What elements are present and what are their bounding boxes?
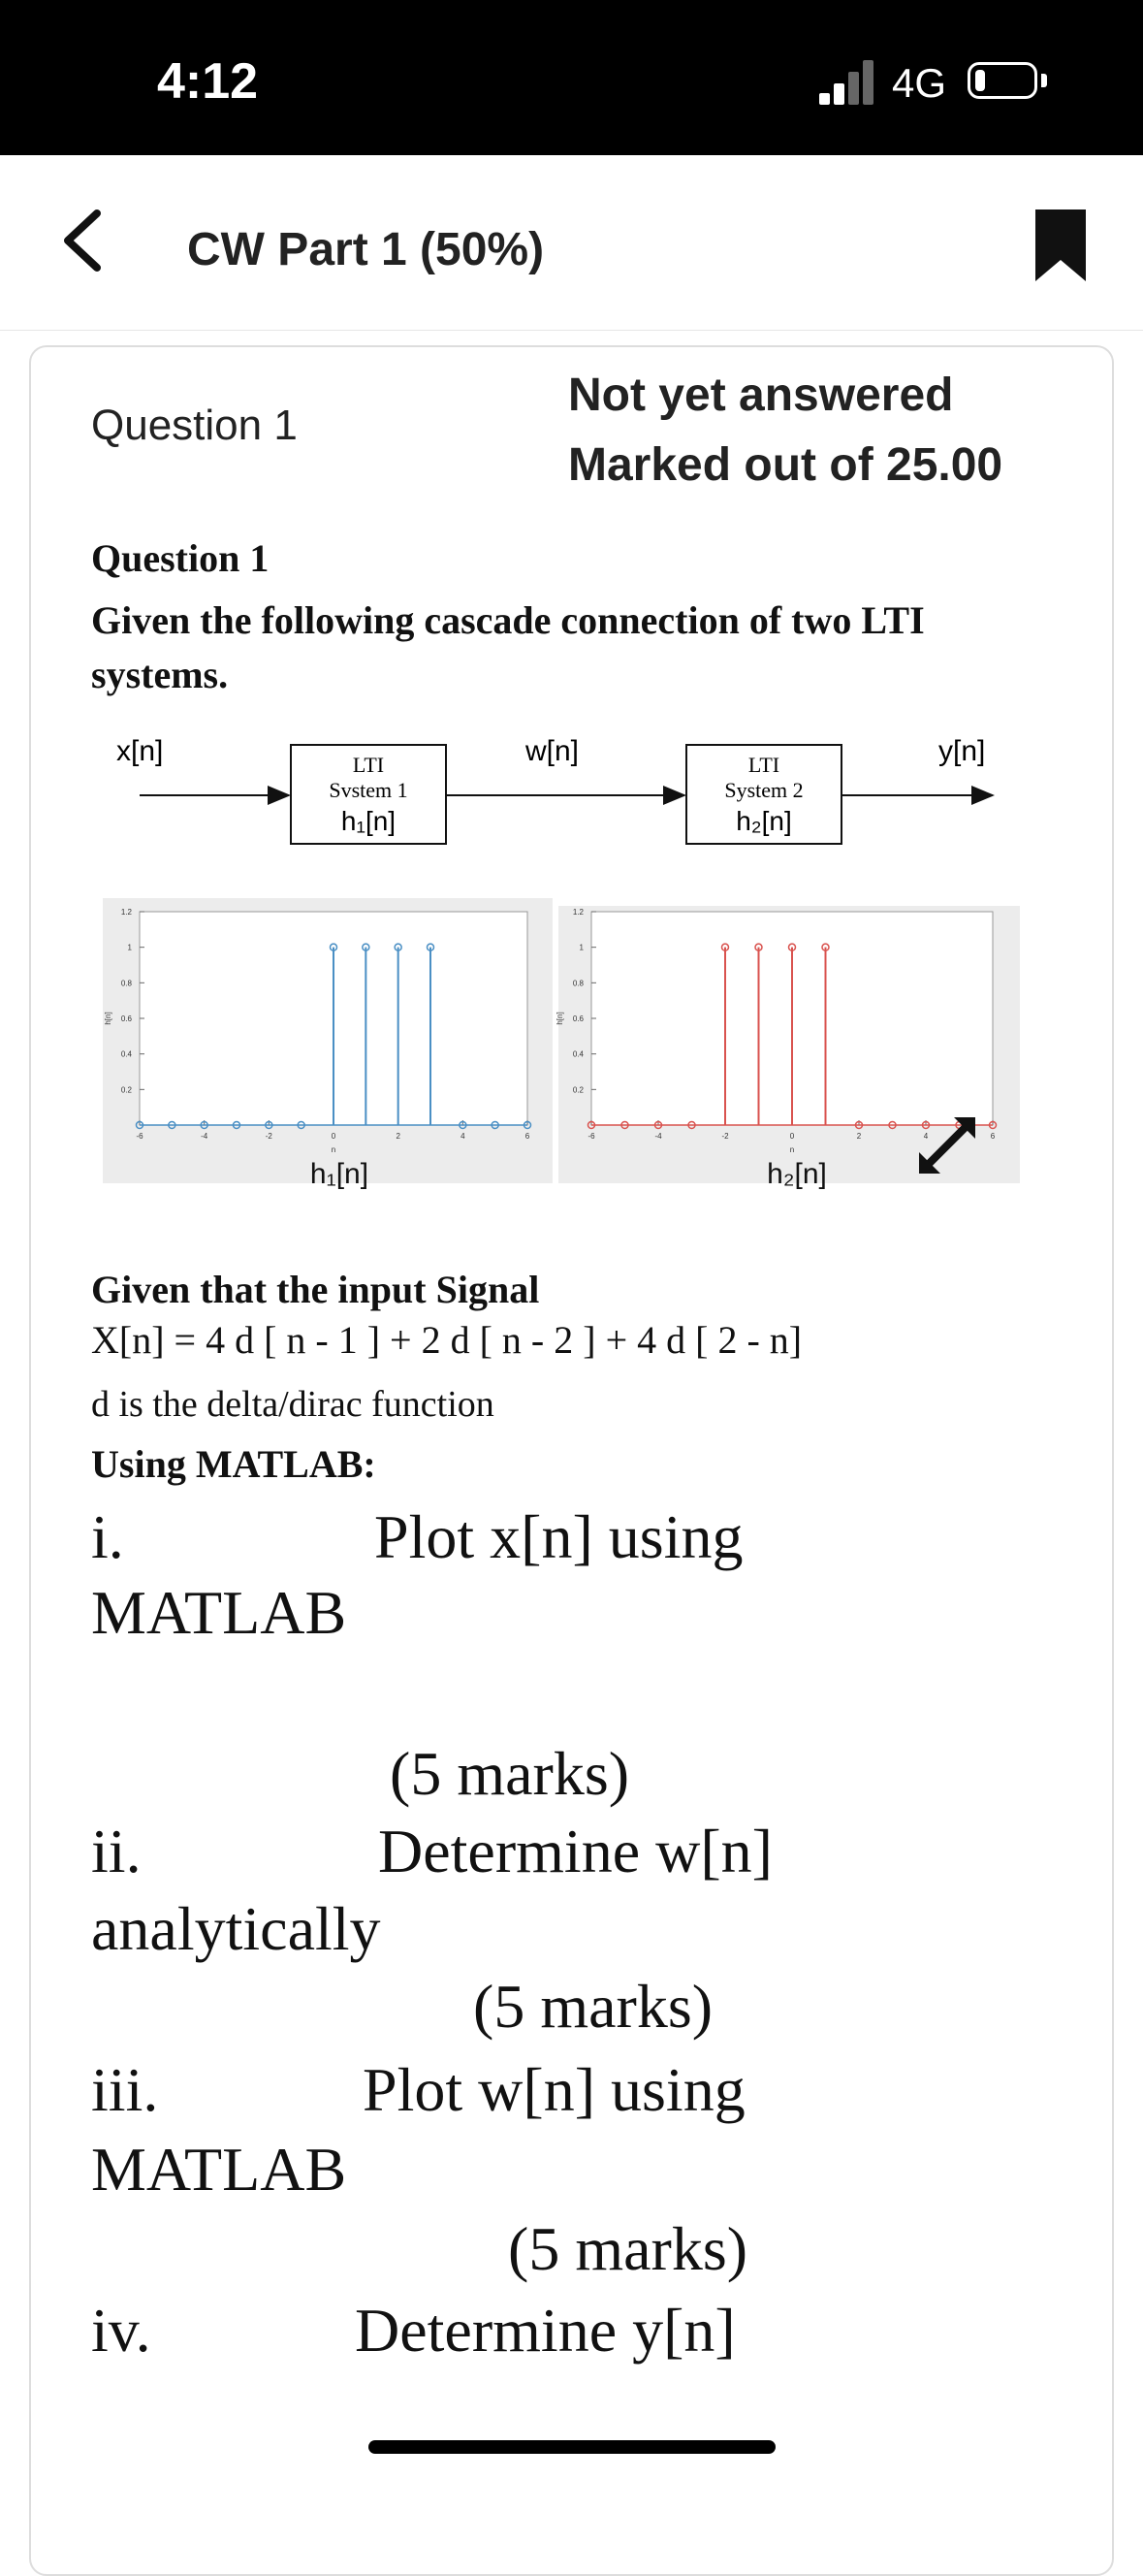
item-2-marks: (5 marks) [473,1972,714,2041]
x-tick-label: 6 [990,1132,996,1141]
x-tick-label: -4 [201,1132,208,1141]
item-4-text: Determine y[n] [355,2296,736,2365]
box1-line3: h₁[n] [340,806,397,836]
y-tick-label: 1 [579,943,584,952]
y-tick-label: 0.4 [120,1049,132,1059]
plot-title: h₁[n] [309,1158,369,1190]
y-signal-label: y[n] [938,735,986,767]
page-title: CW Part 1 (50%) [187,224,545,275]
x-tick-label: 4 [460,1132,465,1141]
x-tick-label: 4 [923,1132,929,1141]
cascade-diagram [107,729,1008,855]
y-tick-label: 1.2 [120,908,132,917]
y-tick-label: 0.8 [120,979,132,988]
nav-bar [0,155,1143,331]
item-3-number: iii. [91,2055,159,2124]
status-time: 4:12 [157,53,259,110]
box1-line2: Svstem 1 [329,778,408,802]
x-axis-label: n [789,1145,795,1154]
x-tick-label: 2 [856,1132,862,1141]
y-tick-label: 0.6 [572,1014,584,1023]
w-signal-label: w[n] [525,735,580,767]
x-signal-label: x[n] [116,735,164,767]
delta-note: d is the delta/dirac function [91,1384,494,1425]
network-type: 4G [892,60,947,106]
x-tick-label: -4 [654,1132,662,1141]
box1-line1: LTI [352,753,385,777]
answer-state: Not yet answered [568,370,954,421]
y-tick-label: 1 [127,943,132,952]
item-1-number: i. [91,1502,124,1571]
box2-line3: h₂[n] [736,806,792,836]
item-2-cont: analytically [91,1894,381,1963]
bookmark-icon[interactable] [1035,209,1086,281]
x-tick-label: 6 [524,1132,530,1141]
y-tick-label: 0.6 [120,1014,132,1023]
y-axis-label: h[n] [104,1012,112,1025]
y-tick-label: 0.8 [572,979,584,988]
x-tick-label: 0 [789,1132,795,1141]
marks-info: Marked out of 25.00 [568,439,1003,491]
battery-icon [968,62,1037,99]
question-status [568,361,1002,500]
x-tick-label: 2 [396,1132,400,1141]
x-axis-label: n [331,1145,336,1154]
question-heading: Question 1 [91,536,270,580]
y-tick-label: 0.2 [120,1085,132,1095]
signal-icon [819,58,877,105]
input-equation: X[n] = 4 d [ n - 1 ] + 2 d [ n - 2 ] + 4 d [ 2 - n] [91,1318,803,1362]
item-2-text: Determine w[n] [378,1817,773,1885]
x-tick-label: -2 [265,1132,272,1141]
box2-line1: LTI [747,753,780,777]
item-4-number: iv. [91,2296,151,2365]
item-3-text: Plot w[n] using [363,2055,746,2124]
x-tick-label: -6 [136,1132,143,1141]
impulse-response-plots [97,892,1028,1222]
y-tick-label: 0.4 [572,1049,584,1059]
item-1-marks: (5 marks) [390,1739,630,1808]
chevron-left-icon[interactable] [54,202,112,279]
box2-line2: System 2 [724,778,804,802]
item-1-text: Plot x[n] using [374,1502,744,1571]
question-intro: Given the following cascade connection of two LTI systems. [91,598,925,696]
x-tick-label: -2 [721,1132,729,1141]
item-1-cont: MATLAB [91,1578,347,1647]
y-tick-label: 1.2 [572,908,584,917]
item-3-cont: MATLAB [91,2135,347,2204]
y-tick-label: 0.2 [572,1085,584,1095]
matlab-heading: Using MATLAB: [91,1442,376,1486]
plot-title: h₂[n] [767,1158,827,1190]
item-2-number: ii. [91,1817,142,1885]
item-3-marks: (5 marks) [508,2214,748,2283]
input-signal-heading: Given that the input Signal [91,1268,540,1311]
status-bar [0,0,1143,155]
x-tick-label: -6 [587,1132,595,1141]
question-number: Question 1 [91,402,298,449]
y-axis-label: h[n] [556,1012,564,1025]
home-indicator[interactable] [368,2440,776,2454]
x-tick-label: 0 [331,1132,336,1141]
